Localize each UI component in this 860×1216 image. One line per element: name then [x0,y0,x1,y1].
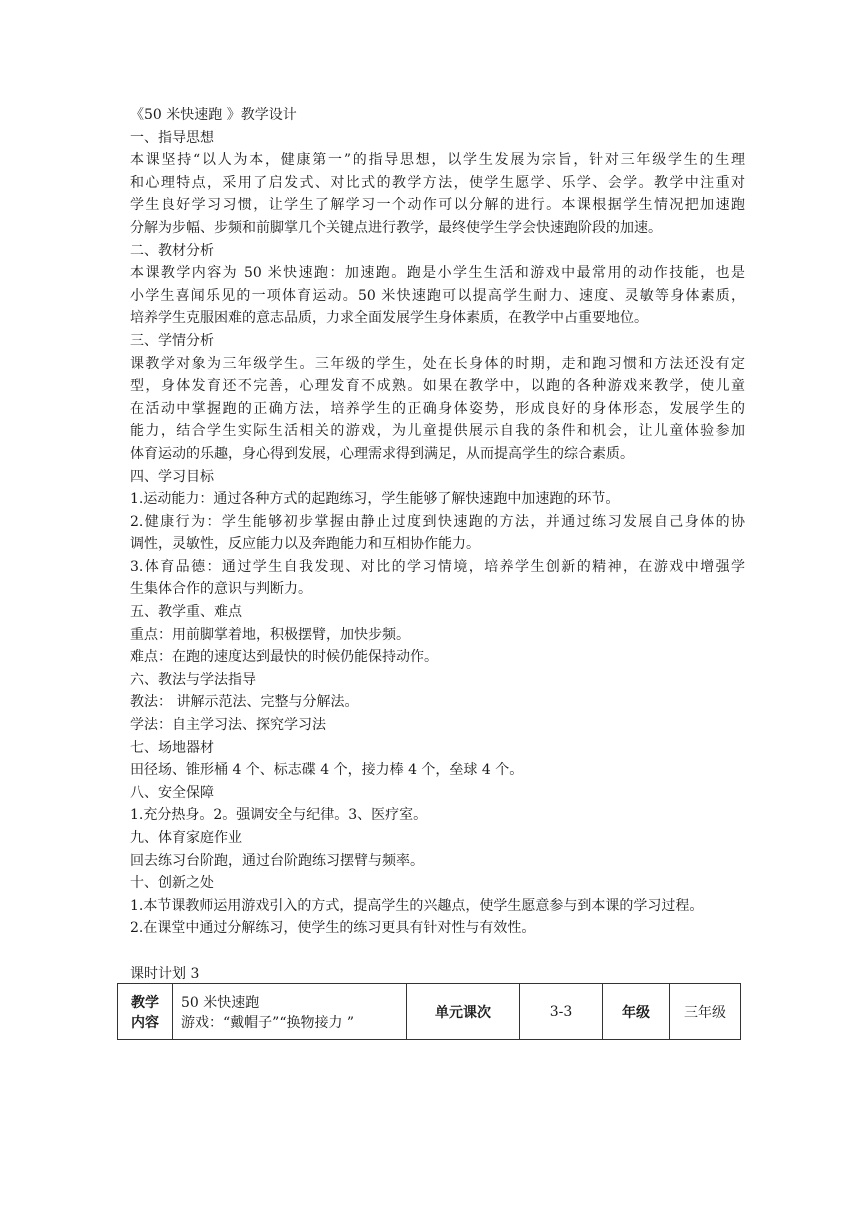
section-line: 本课教学内容为 50 米快速跑：加速跑。跑是小学生生活和游戏中最常用的动作技能，也是 [130,265,745,282]
section-line: 能力，结合学生实际生活相关的游戏，为儿童提供展示自我的条件和机会，让儿童体验参加 [130,423,745,440]
section-line: 1.运动能力：通过各种方式的起跑练习，学生能够了解快速跑中加速跑的环节。 [130,491,620,508]
section-line: 2.健康行为：学生能够初步掌握由静止过度到快速跑的方法，并通过练习发展自己身体的协 [130,513,745,530]
sections [130,127,745,940]
section-line: 和心理特点，采用了启发式、对比式的教学方法，使学生愿学、乐学、会学。教学中注重对 [130,174,745,191]
section-line: 型，身体发育还不完善，心理发育不成熟。如果在教学中，以跑的各种游戏来教学，使儿童 [130,378,745,395]
doc-title: 《50 米快速跑 》教学设计 [130,107,297,123]
document-body [130,104,745,940]
section-line: 回去练习台阶跑，通过台阶跑练习摆臂与频率。 [130,852,424,869]
content-label-cell [118,984,173,1040]
grade-value: 三年级 [670,984,741,1040]
section-line: 1.本节课教师运用游戏引入的方式，提高学生的兴趣点，使学生愿意参与到本课的学习过程。 [130,897,704,914]
section-heading: 九、体育家庭作业 [130,830,242,846]
section-heading: 四、学习目标 [130,468,214,485]
section-line: 难点：在跑的速度达到最快的时候仍能保持动作。 [130,649,438,666]
content-line-1: 50 米快速跑 [181,994,260,1011]
section-line: 教法： 讲解示范法、完整与分解法。 [130,694,359,711]
section-line: 课教学对象为三年级学生。三年级的学生，处在长身体的时期，走和跑习惯和方法还没有定 [130,355,745,372]
section-line: 体育运动的乐趣，身心得到发展，心理需求得到满足，从而提高学生的综合素质。 [130,445,634,462]
section-line: 小学生喜闻乐见的一项体育运动。50 米快速跑可以提高学生耐力、速度、灵敏等身体素质， [130,287,745,304]
section-line: 本课坚持“以人为本，健康第一”的指导思想，以学生发展为宗旨，针对三年级学生的生理 [130,152,745,169]
content-label-line-1: 教学 [131,994,159,1011]
section-heading: 七、场地器材 [130,739,214,756]
section-line: 田径场、锥形桶 4 个、标志碟 4 个，接力棒 4 个，垒球 4 个。 [130,762,524,779]
lesson-plan-table [117,983,741,1040]
content-value-cell [173,984,407,1040]
section-heading: 八、安全保障 [130,784,214,801]
section-line: 1.充分热身。2。强调安全与纪律。3、医疗室。 [130,807,428,824]
section-heading: 五、教学重、难点 [130,604,242,621]
section-heading: 十、创新之处 [130,875,214,892]
section-heading: 六、教法与学法指导 [130,671,256,688]
content-line-2: 游戏：“戴帽子”“换物接力 ” [181,1014,355,1031]
section-line: 2.在课堂中通过分解练习，使学生的练习更具有针对性与有效性。 [130,920,536,937]
section-line: 分解为步幅、步频和前脚掌几个关键点进行教学，最终使学生学会快速跑阶段的加速。 [130,219,662,236]
section-heading: 三、学情分析 [130,332,214,349]
section-line: 在活动中掌握跑的正确方法，培养学生的正确身体姿势，形成良好的身体形态，发展学生的 [130,400,745,417]
grade-label: 年级 [603,984,670,1040]
section-line: 学生良好学习习惯，让学生了解学习一个动作可以分解的进行。本课根据学生情况把加速跑 [130,197,745,214]
section-heading: 一、指导思想 [130,129,214,146]
section-line: 调性，灵敏性，反应能力以及奔跑能力和互相协作能力。 [130,536,480,553]
content-label-line-2: 内容 [131,1014,159,1031]
unit-label: 单元课次 [407,984,520,1040]
section-line: 生集体合作的意识与判断力。 [130,581,312,598]
section-heading: 二、教材分析 [130,242,214,259]
section-line: 培养学生克服困难的意志品质，力求全面发展学生身体素质，在教学中占重要地位。 [130,310,648,327]
section-line: 重点：用前脚掌着地，积极摆臂，加快步频。 [130,626,410,643]
unit-value: 3-3 [520,984,603,1040]
section-line: 3.体育品德：通过学生自我发现、对比的学习情境，培养学生创新的精神，在游戏中增强学 [130,558,745,575]
plan-title: 课时计划 3 [130,966,200,982]
section-line: 学法：自主学习法、探究学习法 [130,717,326,734]
